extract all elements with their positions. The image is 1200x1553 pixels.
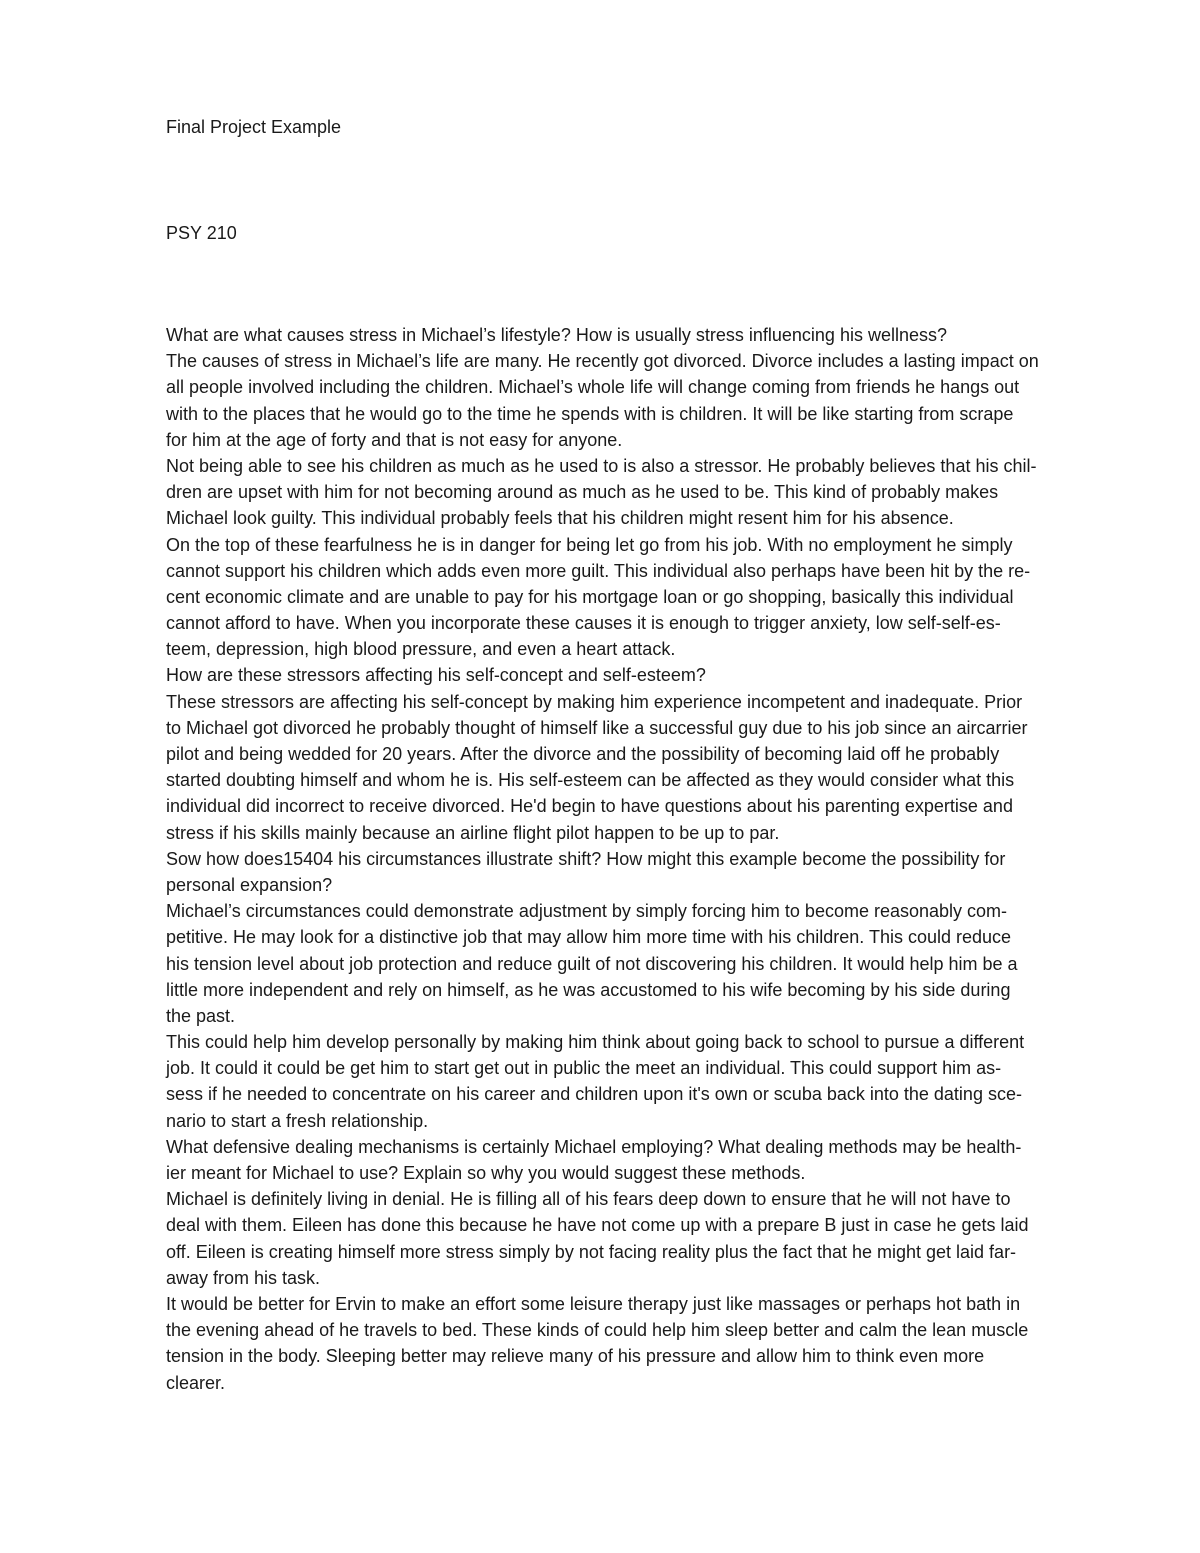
body-line: personal expansion? [166, 874, 333, 895]
body-line: On the top of these fearfulness he is in danger for being let go from his job. With no employment he simply [166, 534, 1013, 555]
body-line: stress if his skills mainly because an airline flight pilot happen to be up to par. [166, 822, 780, 843]
body-line: Not being able to see his children as much as he used to is also a stressor. He probably believes that his chil- [166, 455, 1037, 476]
body-line: all people involved including the children. Michael’s whole life will change coming from friends he hangs out [166, 377, 1020, 398]
document-title: Final Project Example [166, 117, 342, 137]
body-line: Michael is definitely living in denial. He is filling all of his fears deep down to ensure that he will not have to [166, 1189, 1011, 1210]
body-line: nario to start a fresh relationship. [166, 1110, 429, 1131]
body-line: These stressors are affecting his self-concept by making him experience incompetent and inadequate. Prior [166, 691, 1023, 712]
body-line: cent economic climate and are unable to pay for his mortgage loan or go shopping, basically this individual [166, 586, 1014, 607]
body-line: How are these stressors affecting his self-concept and self-esteem? [166, 665, 706, 686]
body-line: dren are upset with him for not becoming around as much as he used to be. This kind of probably makes [166, 482, 999, 503]
body-line: What are what causes stress in Michael’s lifestyle? How is usually stress influencing his wellness? [166, 325, 947, 345]
body-line: What defensive dealing mechanisms is certainly Michael employing? What dealing methods may be health- [166, 1136, 1022, 1157]
document-body [166, 322, 1116, 1396]
body-line: This could help him develop personally by making him think about going back to school to pursue a different [166, 1032, 1025, 1053]
body-line: little more independent and rely on himself, as he was accustomed to his wife becoming by his side during [166, 979, 1011, 1000]
body-line: tension in the body. Sleeping better may relieve many of his pressure and allow him to think even more [166, 1346, 985, 1367]
body-line: to Michael got divorced he probably thought of himself like a successful guy due to his job since an aircarrier [166, 717, 1028, 738]
body-line: Michael look guilty. This individual probably feels that his children might resent him for his absence. [166, 508, 954, 529]
body-line: off. Eileen is creating himself more stress simply by not facing reality plus the fact that he might get laid far- [166, 1241, 1017, 1262]
body-line: It would be better for Ervin to make an effort some leisure therapy just like massages or perhaps hot bath in [166, 1293, 1021, 1314]
body-line: job. It could it could be get him to start get out in public the meet an individual. This could support him as- [166, 1058, 1002, 1079]
body-line: cannot afford to have. When you incorporate these causes it is enough to trigger anxiety, low self-self-es- [166, 613, 1001, 634]
body-line: Michael’s circumstances could demonstrate adjustment by simply forcing him to become reasonably com- [166, 901, 1008, 922]
body-line: clearer. [166, 1372, 226, 1393]
body-line: with to the places that he would go to the time he spends with is children. It will be like starting from scrape [166, 403, 1014, 424]
body-line: petitive. He may look for a distinctive job that may allow him more time with his children. This could reduce [166, 927, 1012, 948]
body-line: ier meant for Michael to use? Explain so why you would suggest these methods. [166, 1163, 806, 1183]
body-line: his tension level about job protection and reduce guilt of not discovering his children. It would help him be a [166, 953, 1018, 974]
body-line: away from his task. [166, 1267, 321, 1288]
body-line: teem, depression, high blood pressure, and even a heart attack. [166, 639, 676, 660]
body-line: the evening ahead of he travels to bed. These kinds of could help him sleep better and calm the lean muscle [166, 1320, 1029, 1341]
body-line: the past. [166, 1005, 236, 1026]
body-line: deal with them. Eileen has done this because he have not come up with a prepare B just in case he gets laid [166, 1215, 1029, 1236]
body-line: for him at the age of forty and that is not easy for anyone. [166, 429, 623, 450]
body-line: individual did incorrect to receive divorced. He'd begin to have questions about his parenting expertise and [166, 796, 1013, 817]
body-line: sess if he needed to concentrate on his career and children upon it's own or scuba back into the dating sce- [166, 1084, 1022, 1105]
body-line: started doubting himself and whom he is. His self-esteem can be affected as they would consider what this [166, 770, 1015, 791]
body-line: Sow how does15404 his circumstances illustrate shift? How might this example become the possibility for [166, 848, 1006, 869]
body-line: The causes of stress in Michael’s life are many. He recently got divorced. Divorce includes a lasting impact on [166, 351, 1039, 372]
body-line: cannot support his children which adds even more guilt. This individual also perhaps have been hit by the re- [166, 560, 1031, 581]
course-code: PSY 210 [166, 223, 237, 243]
body-line: pilot and being wedded for 20 years. After the divorce and the possibility of becoming laid off he probably [166, 744, 1000, 764]
